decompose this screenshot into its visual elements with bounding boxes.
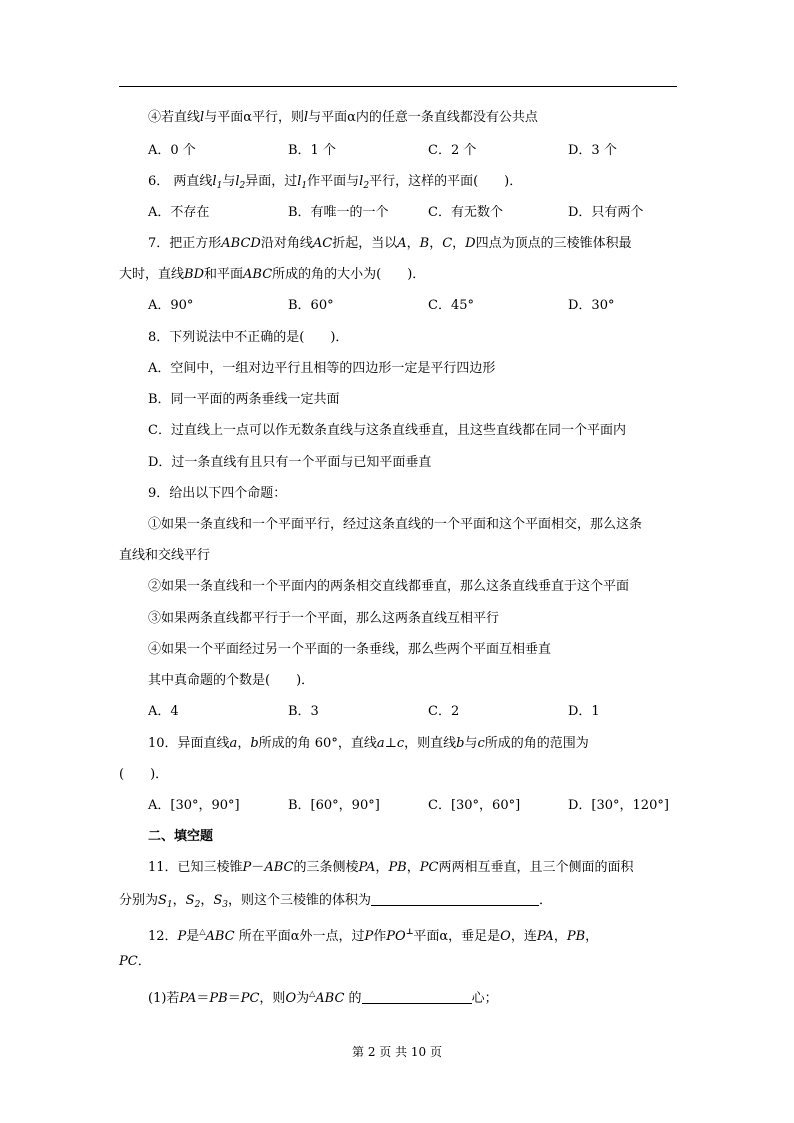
answer-blank[interactable] [371, 892, 539, 906]
var: B [419, 236, 430, 251]
q8-option-c: C．过直线上一点可以作无数条直线与这条直线垂直，且这些直线都在同一个平面内 [148, 423, 626, 438]
text: 与平面α平行，则 [204, 110, 304, 125]
option-b: B．[60°，90°] [288, 798, 380, 813]
text: 异面，过 [245, 174, 298, 189]
text: 分别为 [119, 893, 159, 908]
option-d: D．30° [568, 298, 615, 313]
text: 所成的角 60°，直线 [258, 736, 377, 751]
q7-line-1 [148, 236, 632, 252]
option-b: B．1 个 [288, 143, 336, 158]
var: ABCD [221, 236, 261, 251]
q8-option-a: A．空间中，一组对边平行且相等的四边形一定是平行四边形 [148, 361, 496, 376]
text: 四点为顶点的三棱锥体积最 [475, 236, 632, 251]
triangle-symbol: △ [309, 989, 316, 998]
var: P [177, 929, 187, 944]
q12-sub-1 [148, 986, 498, 1007]
header-rule [119, 86, 677, 87]
text: ， [406, 236, 420, 251]
q9-ask: 其中真命题的个数是( )． [148, 673, 315, 688]
var: S [158, 893, 167, 908]
option-c: C．2 个 [428, 143, 477, 158]
text: 折起，当以 [332, 236, 398, 251]
var: c [396, 736, 405, 751]
text: 所在平面α外一点，过 [234, 929, 365, 944]
text: 11．已知三棱锥 [148, 860, 243, 875]
q10-options [148, 798, 668, 814]
var: PB [209, 991, 228, 1006]
var: S [185, 893, 195, 908]
text: ， [429, 236, 443, 251]
var: AC [312, 236, 333, 251]
text: 与 [222, 174, 236, 189]
text: ， [553, 929, 567, 944]
text: 的三条侧棱 [293, 860, 359, 875]
subscript: 1 [166, 900, 173, 910]
q9-options [148, 704, 668, 720]
text: (1)若 [148, 991, 180, 1006]
option-c: C．2 [428, 704, 460, 719]
q9-proposition-4: ④如果一个平面经过另一个平面的一条垂线，那么些两个平面互相垂直 [148, 642, 552, 657]
option-d: D．3 个 [568, 143, 617, 158]
q11-line-1 [148, 860, 633, 876]
text: 10．异面直线 [148, 736, 230, 751]
var: BD [184, 267, 204, 282]
var: O [500, 929, 511, 944]
subscript: 2 [363, 181, 370, 191]
option-a: A．4 [148, 704, 179, 719]
text: 与平面α内的任意一条直线都没有公共点 [308, 110, 538, 125]
var: P [364, 929, 374, 944]
q10-line-1 [148, 736, 589, 752]
option-d: D．[30°，120°] [568, 798, 669, 813]
option-b: B．60° [288, 298, 334, 313]
var: PB [388, 860, 407, 875]
option-c: C．45° [428, 298, 474, 313]
q8-option-d: D．过一条直线有且只有一个平面与已知平面垂直 [148, 455, 432, 470]
q8-option-b: B．同一平面的两条垂线一定共面 [148, 392, 340, 407]
q9-stem: 9．给出以下四个命题： [148, 486, 287, 501]
text: 所成的角的大小为( )． [272, 267, 426, 282]
text: 为 [296, 991, 310, 1006]
q9-proposition-3: ③如果两条直线都平行于一个平面，那么这两条直线互相平行 [148, 611, 500, 626]
var: l [200, 110, 205, 125]
var: b [456, 736, 465, 751]
text: 平面α，垂足是 [413, 929, 501, 944]
var: PC [419, 860, 439, 875]
option-d: D．只有两个 [568, 205, 644, 220]
q11-line-2 [119, 892, 552, 913]
text: ＝ [227, 991, 241, 1006]
text: 大时，直线 [119, 267, 185, 282]
q9-proposition-1: ①如果一条直线和一个平面平行，经过这条直线的一个平面和这个平面相交，那么这条 [148, 517, 643, 532]
text: ． [538, 893, 552, 908]
var: l [212, 174, 217, 189]
text: ， [585, 929, 599, 944]
var: PC [240, 991, 260, 1006]
var: ABC [264, 860, 294, 875]
text: 6． 两直线 [148, 174, 213, 189]
text: 作 [373, 929, 387, 944]
text: － [251, 860, 265, 875]
q9-proposition-2: ②如果一条直线和一个平面内的两条相交直线都垂直，那么这条直线垂直于这个平面 [148, 579, 630, 594]
var: ABC [315, 991, 345, 1006]
var: c [477, 736, 485, 751]
triangle-symbol: △ [199, 927, 206, 936]
var: a [229, 736, 238, 751]
subscript: 2 [239, 181, 246, 191]
option-a: A．[30°，90°] [148, 798, 240, 813]
var: A [397, 236, 407, 251]
q8-stem: 8．下列说法中不正确的是( )． [148, 330, 349, 345]
q6-stem [148, 174, 522, 194]
var: ABC [205, 929, 235, 944]
q12-line-1 [148, 923, 598, 945]
option-a: A．0 个 [148, 143, 196, 158]
subscript: 3 [222, 900, 228, 910]
text: ＝ [196, 991, 210, 1006]
text: 与 [464, 736, 478, 751]
var: PO [386, 929, 406, 944]
text: ，则这个三棱锥的体积为 [227, 893, 371, 908]
text: 的 [344, 991, 362, 1006]
text: ⊥ [384, 736, 397, 751]
text: 平行，这样的平面( )． [369, 174, 523, 189]
var: l [297, 174, 302, 189]
perpendicular-symbol: ⊥ [405, 926, 414, 936]
subscript: 1 [216, 181, 223, 191]
q12-line-2 [119, 954, 151, 970]
option-d: D．1 [568, 704, 600, 719]
var: a [376, 736, 385, 751]
text: ，则直线 [404, 736, 457, 751]
text: ，则 [259, 991, 286, 1006]
option-b: B．3 [288, 704, 319, 719]
text: 是 [186, 929, 200, 944]
text: ， [452, 236, 466, 251]
var: P [242, 860, 252, 875]
page-footer: 第 2 页 共 10 页 [352, 1045, 442, 1059]
q5-options [148, 143, 668, 159]
var: PC [119, 954, 138, 969]
var: S [213, 893, 223, 908]
answer-blank[interactable] [362, 990, 472, 1004]
text: 和平面 [204, 267, 244, 282]
text: ， [172, 893, 186, 908]
subscript: 2 [194, 900, 201, 910]
q7-options [148, 298, 668, 314]
text: ，连 [510, 929, 537, 944]
var: PA [358, 860, 376, 875]
text: ， [406, 860, 420, 875]
var: PA [179, 991, 197, 1006]
text: 心； [471, 991, 498, 1006]
option-a: A．90° [148, 298, 194, 313]
var: l [235, 174, 240, 189]
text: ， [200, 893, 214, 908]
text: 两两相互垂直，且三个侧面的面积 [438, 860, 634, 875]
var: l [303, 110, 309, 125]
text: 7．把正方形 [148, 236, 222, 251]
text: 作平面与 [307, 174, 360, 189]
q7-line-2 [119, 267, 425, 283]
var: O [285, 991, 297, 1006]
option-a: A．不存在 [148, 205, 210, 220]
var: l [359, 174, 364, 189]
text: 所成的角的范围为 [484, 736, 589, 751]
option-c: C．[30°，60°] [428, 798, 521, 813]
var: C [442, 236, 453, 251]
option-b: B．有唯一的一个 [288, 205, 389, 220]
q10-line-2: ( )． [119, 767, 169, 782]
option-c: C．有无数个 [428, 205, 503, 220]
var: b [250, 736, 259, 751]
text: 沿对角线 [260, 236, 313, 251]
section-heading: 二、填空题 [148, 829, 214, 844]
text: ． [137, 954, 151, 969]
q9-proposition-1-cont: 直线和交线平行 [119, 548, 211, 563]
var: ABC [243, 267, 273, 282]
text: 12． [148, 929, 178, 944]
q6-options [148, 205, 668, 221]
subscript: 1 [301, 181, 308, 191]
text: ④若直线 [148, 110, 201, 125]
var: D [465, 236, 476, 251]
var: PA [536, 929, 554, 944]
var: PB [566, 929, 586, 944]
text: ， [375, 860, 389, 875]
text: ， [237, 736, 251, 751]
q5-item-4 [148, 110, 538, 126]
